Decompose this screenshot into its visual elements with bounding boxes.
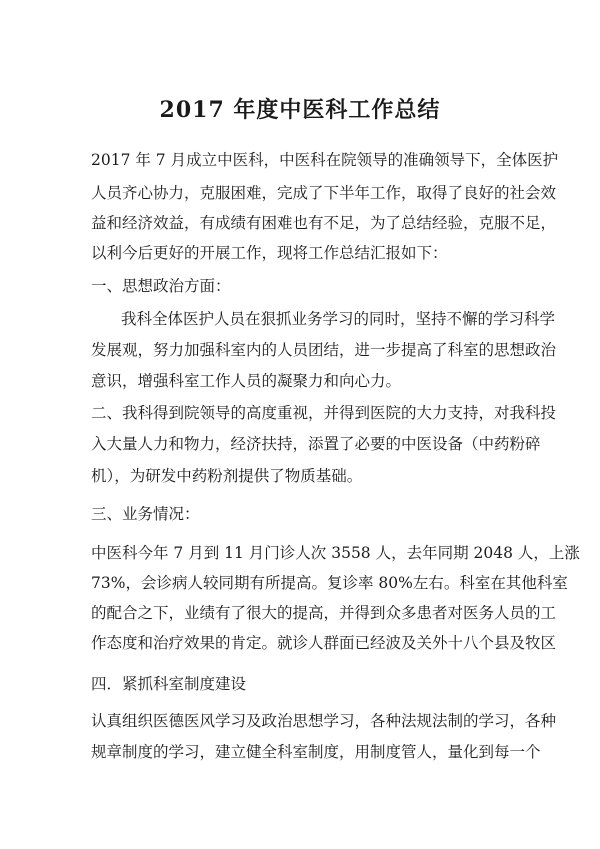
- paragraph-line: 中医科今年 7 月到 11 月门诊人次 3558 人，去年同期 2048 人，上涨: [91, 544, 580, 562]
- section-heading: 四．紧抓科室制度建设: [91, 675, 247, 693]
- paragraph-line: 发展观，努力加强科室内的人员团结，进一步提高了科室的思想政治: [91, 341, 557, 359]
- paragraph-line: 规章制度的学习，建立健全科室制度，用制度管人，量化到每一个: [91, 743, 541, 761]
- paragraph-line: 机），为研发中药粉剂提供了物质基础。: [91, 467, 363, 485]
- paragraph-line: 的配合之下，业绩有了很大的提高，并得到众多患者对医务人员的工: [91, 604, 557, 622]
- paragraph-line: 以利今后更好的开展工作，现将工作总结汇报如下：: [91, 244, 448, 262]
- paragraph-line: 2017 年 7 月成立中医科，中医科在院领导的准确领导下，全体医护: [91, 151, 559, 169]
- document-title: 2017 年度中医科工作总结: [159, 97, 441, 123]
- paragraph-line: 人员齐心协力，克服困难，完成了下半年工作，取得了良好的社会效: [91, 184, 557, 202]
- paragraph-line: 作态度和治疗效果的肯定。就诊人群面已经波及关外十八个县及牧区: [91, 634, 557, 652]
- paragraph-line: 意识，增强科室工作人员的凝聚力和向心力。: [91, 372, 402, 390]
- section-heading: 一、思想政治方面：: [91, 277, 231, 295]
- paragraph-line: 我科全体医护人员在狠抓业务学习的同时，坚持不懈的学习科学: [121, 310, 556, 328]
- paragraph-line: 二、我科得到院领导的高度重视，并得到医院的大力支持，对我科投: [91, 404, 557, 422]
- paragraph-line: 认真组织医德医风学习及政治思想学习，各种法规法制的学习，各种: [91, 712, 557, 730]
- section-heading: 三、业务情况：: [91, 505, 200, 523]
- paragraph-line: 益和经济效益，有成绩有困难也有不足，为了总结经验，克服不足，: [91, 214, 557, 232]
- paragraph-line: 入大量人力和物力，经济扶持，添置了必要的中医设备（中药粉碎: [91, 435, 541, 453]
- paragraph-line: 73%，会诊病人较同期有所提高。复诊率 80%左右。科室在其他科室: [91, 574, 568, 592]
